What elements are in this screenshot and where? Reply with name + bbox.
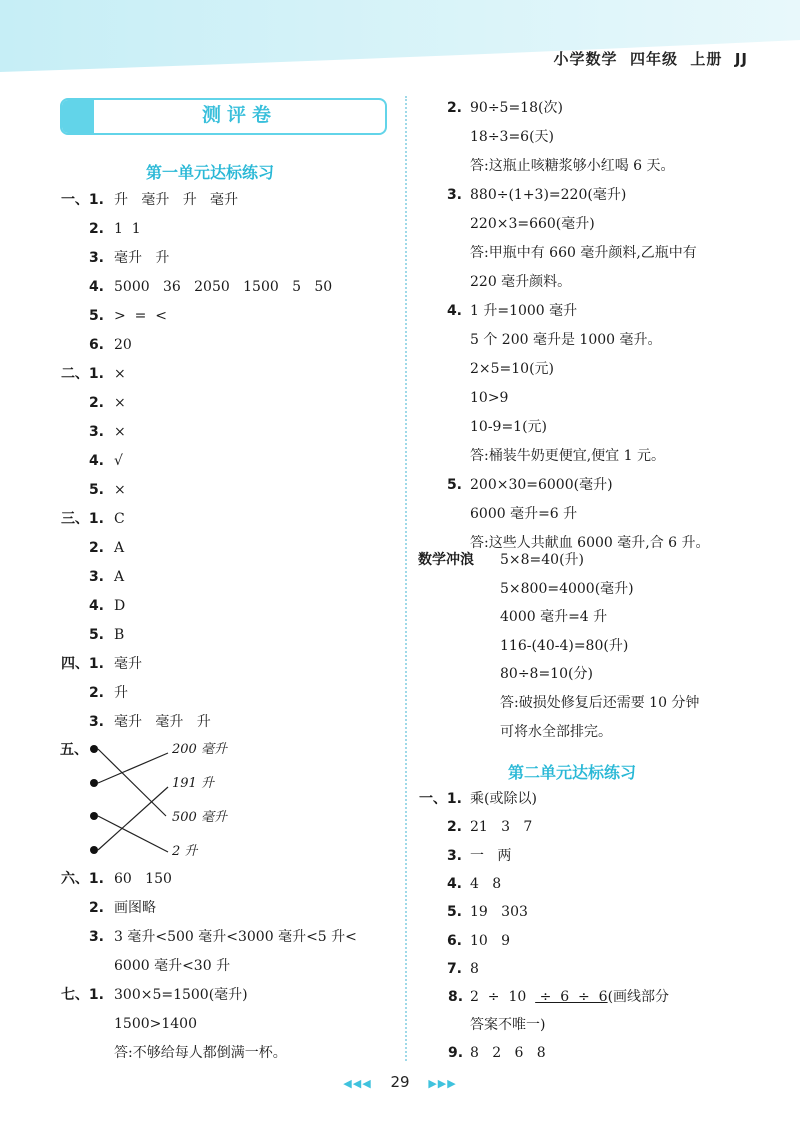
question-number: 四、1. [60, 656, 104, 672]
answer-text: B [114, 627, 125, 643]
answer-text: 2×5=10(元) [470, 361, 555, 377]
banner-title: 测评卷 [201, 104, 277, 126]
answer-text: √ [114, 453, 123, 469]
answer-text: 4000 毫升=4 升 [500, 609, 608, 626]
match-dot [90, 779, 98, 787]
q8-post: (画线部分 [607, 989, 670, 1005]
question-number: 4. [88, 279, 104, 295]
question-number: 一、1. [60, 192, 104, 208]
answer-text: 5000 36 2050 1500 5 50 [114, 279, 333, 295]
question-number: 二、1. [60, 366, 104, 382]
question-number: 5. [88, 308, 104, 324]
answer-text: 21 3 7 [470, 819, 533, 836]
answer-text: 画图略 [114, 900, 156, 916]
answer-text: 220×3=660(毫升) [470, 216, 595, 232]
answer-text: 5 个 200 毫升是 1000 毫升。 [470, 332, 662, 348]
answer-text: 升 毫升 升 毫升 [114, 192, 239, 208]
match-item: 200 毫升 [172, 742, 227, 757]
answer-text: 8 [470, 960, 479, 977]
answer-text: 答:破损处修复后还需要 10 分钟 [500, 695, 700, 711]
question-number: 4. [446, 303, 462, 319]
matching-label: 五、 [60, 742, 88, 758]
q8-num: 8. [448, 989, 464, 1005]
answer-text: 答:这些人共献血 6000 毫升,合 6 升。 [470, 535, 710, 551]
answer-text: C [114, 511, 125, 527]
question-number: 2. [88, 900, 104, 916]
answer-text: 5×8=40(升) [500, 552, 585, 568]
answer-text: 10 9 [470, 932, 511, 949]
prev-arrows-icon: ◀◀◀ [343, 1077, 372, 1090]
matching-lines [80, 740, 260, 860]
question-number: 3. [88, 424, 104, 440]
answer-text: 80÷8=10(分) [500, 666, 593, 683]
match-item: 191 升 [172, 776, 214, 791]
question-number: 2. [446, 819, 462, 836]
question-number: 2. [88, 685, 104, 701]
answer-text: 答:不够给每人都倒满一杯。 [114, 1045, 287, 1061]
answer-text: 1500>1400 [114, 1016, 197, 1032]
question-number: 2. [88, 221, 104, 237]
answer-text: 880÷(1+3)=220(毫升) [470, 187, 627, 203]
answer-text: × [114, 424, 126, 440]
question-number: 5. [446, 904, 462, 921]
answer-text: > = < [114, 308, 167, 324]
answer-text: 10>9 [470, 390, 509, 406]
answer-text: 4 8 [470, 875, 502, 892]
answer-text: 1 升=1000 毫升 [470, 303, 578, 319]
question-number: 5. [446, 477, 462, 493]
question-number: 3. [446, 187, 462, 203]
q9-text: 8 2 6 8 [470, 1045, 546, 1061]
answer-text: D [114, 598, 126, 614]
answer-text: 200×30=6000(毫升) [470, 477, 613, 493]
question-number: 一、1. [418, 791, 462, 807]
page-footer [0, 1073, 800, 1091]
column-divider [405, 96, 407, 1061]
math-surf-label: 数学冲浪 [418, 552, 474, 568]
answer-text: 一 两 [470, 847, 512, 864]
match-dot [90, 745, 98, 753]
answer-text: 300×5=1500(毫升) [114, 987, 248, 1003]
match-item: 2 升 [172, 844, 198, 859]
answer-text: 毫升 [114, 656, 142, 672]
answer-text: 220 毫升颜料。 [470, 274, 572, 290]
unit1-title: 第一单元达标练习 [146, 163, 275, 182]
answer-text: 90÷5=18(次) [470, 100, 563, 116]
answer-text: 毫升 升 [114, 250, 170, 266]
question-number: 3. [88, 714, 104, 730]
question-number: 3. [446, 847, 462, 864]
answer-text: 答:这瓶止咳糖浆够小红喝 6 天。 [470, 158, 675, 174]
answer-text: 毫升 毫升 升 [114, 714, 211, 730]
match-line [98, 749, 166, 816]
answer-text: 116-(40-4)=80(升) [500, 637, 629, 654]
question-number: 4. [88, 453, 104, 469]
answer-text: 答:甲瓶中有 660 毫升颜料,乙瓶中有 [470, 245, 697, 261]
answer-text: × [114, 395, 126, 411]
question-number: 5. [88, 482, 104, 498]
q8-continuation: 答案不唯一) [470, 1017, 546, 1033]
answer-text: 60 150 [114, 871, 172, 887]
question-number: 2. [88, 395, 104, 411]
question-number: 6. [446, 932, 462, 949]
answer-text: 5×800=4000(毫升) [500, 580, 634, 597]
answer-text: 答:桶装牛奶更便宜,便宜 1 元。 [470, 448, 665, 464]
answer-text: 6000 毫升<30 升 [114, 958, 231, 974]
banner-tab [62, 100, 94, 133]
answer-text: 3 毫升<500 毫升<3000 毫升<5 升< [114, 929, 357, 945]
answer-text: A [114, 540, 125, 556]
question-number: 4. [88, 598, 104, 614]
question-number: 3. [88, 929, 104, 945]
page-number: 29 [390, 1073, 410, 1091]
answer-text: 6000 毫升=6 升 [470, 506, 578, 522]
answer-text: 1 1 [114, 221, 141, 237]
answer-text: 18÷3=6(天) [470, 129, 555, 145]
match-line [98, 816, 168, 852]
match-line [98, 753, 168, 783]
question-number: 七、1. [60, 987, 104, 1003]
answer-text: A [114, 569, 125, 585]
q8-text [470, 987, 669, 1007]
answer-text: 可将水全部排完。 [500, 723, 612, 740]
question-number: 2. [88, 540, 104, 556]
question-number: 3. [88, 250, 104, 266]
answer-text: × [114, 366, 126, 382]
answer-text: 19 303 [470, 904, 528, 921]
header-meta: 小学数学 四年级 上册 JJ [553, 50, 748, 68]
match-dot [90, 846, 98, 854]
match-dot [90, 812, 98, 820]
answer-text: 升 [114, 685, 128, 701]
next-arrows-icon: ▶▶▶ [428, 1077, 457, 1090]
answer-text: 10-9=1(元) [470, 419, 548, 435]
answer-text: × [114, 482, 126, 498]
question-number: 六、1. [60, 871, 104, 887]
q8-underlined: ÷ 6 ÷ 6 [535, 989, 608, 1005]
question-number: 4. [446, 875, 462, 892]
answer-text: 20 [114, 337, 132, 353]
question-number: 2. [446, 100, 462, 116]
match-line [98, 787, 168, 850]
question-number: 5. [88, 627, 104, 643]
q8-pre: 2 ÷ 10 [470, 989, 536, 1005]
banner [60, 98, 387, 135]
question-number: 3. [88, 569, 104, 585]
match-item: 500 毫升 [172, 810, 227, 825]
question-number: 7. [446, 960, 462, 977]
answer-text: 乘(或除以) [470, 791, 537, 807]
unit2-title: 第二单元达标练习 [508, 763, 637, 782]
question-number: 三、1. [60, 511, 104, 527]
question-number: 6. [88, 337, 104, 353]
q9-num: 9. [448, 1045, 464, 1061]
